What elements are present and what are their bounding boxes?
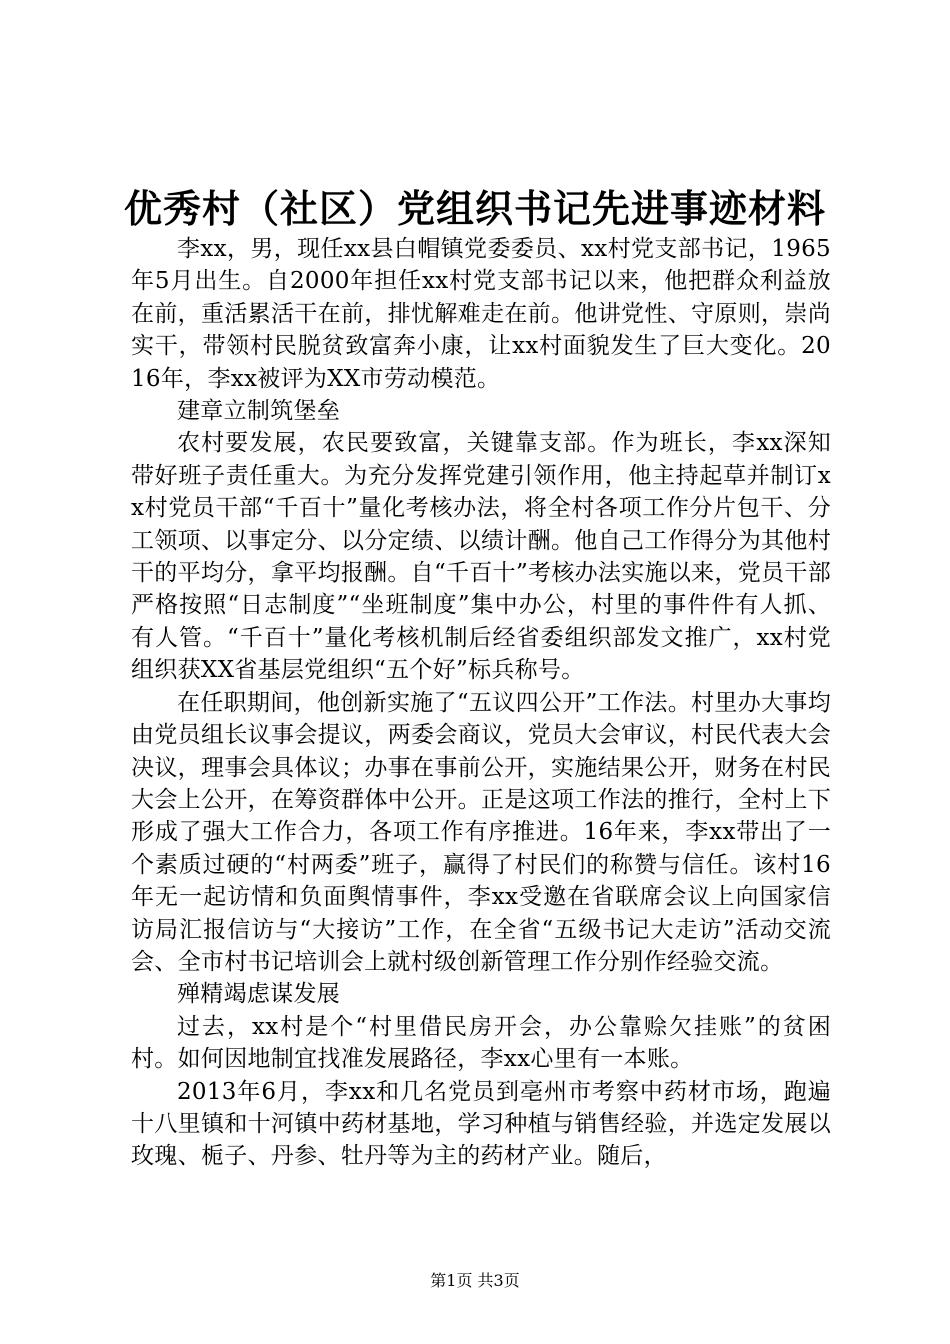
body-paragraph: 2013年6月，李xx和几名党员到亳州市考察中药材市场，跑遍十八里镇和十河镇中药材基地，学习种植与销售经验，并选定发展以玫瑰、栀子、丹参、牡丹等为主的药材产业。随后，: [131, 1078, 831, 1170]
section-heading-2: 殚精竭虑谋发展: [177, 981, 341, 1008]
body-paragraph: 农村要发展，农民要致富，关键靠支部。作为班长，李xx深知带好班子责任重大。为充分发挥党建引领作用，他主持起草并制订xx村党员干部“千百十”量化考核办法，将全村各项工作分片包干、分工领项、以事定分、以分定绩、以绩计酬。他自己工作得分为其他村干的平均分，拿平均报酬。自“千百十”考核办法实施以来，党员干部严格按照“日志制度”“坐班制度”集中办公，村里的事件件有人抓、有人管。“千百十”量化考核机制后经省委组织部发文推广，xx村党组织获XX省基层党组织“五个好”标兵称号。: [131, 430, 831, 684]
document-title: 优秀村（社区）党组织书记先进事迹材料: [123, 186, 826, 231]
intro-paragraph: 李xx，男，现任xx县白帽镇党委委员、xx村党支部书记，1965年5月出生。自2000年担任xx村党支部书记以来，他把群众利益放在前，重活累活干在前，排忧解难走在前。他讲党性、守原则，崇尚实干，带领村民脱贫致富奔小康，让xx村面貌发生了巨大变化。2016年，李xx被评为XX市劳动模范。: [131, 236, 831, 392]
body-paragraph: 在任职期间，他创新实施了“五议四公开”工作法。村里办大事均由党员组长议事会提议，两委会商议，党员大会审议，村民代表大会决议，理事会具体议；办事在事前公开，实施结果公开，财务在村民大会上公开，在筹资群体中公开。正是这项工作法的推行，全村上下形成了强大工作合力，各项工作有序推进。16年来，李xx带出了一个素质过硬的“村两委”班子，赢得了村民们的称赞与信任。该村16年无一起访情和负面舆情事件，李xx受邀在省联席会议上向国家信访局汇报信访与“大接访”工作，在全省“五级书记大走访”活动交流会、全市村书记培训会上就村级创新管理工作分别作经验交流。: [131, 689, 831, 975]
body-paragraph: 过去，xx村是个“村里借民房开会，办公靠赊欠挂账”的贫困村。如何因地制宜找准发展路径，李xx心里有一本账。: [131, 1013, 831, 1073]
section-heading-1: 建章立制筑堡垒: [177, 398, 341, 425]
document-body: [131, 233, 831, 1173]
page-number: 第1页 共3页: [430, 1271, 520, 1290]
